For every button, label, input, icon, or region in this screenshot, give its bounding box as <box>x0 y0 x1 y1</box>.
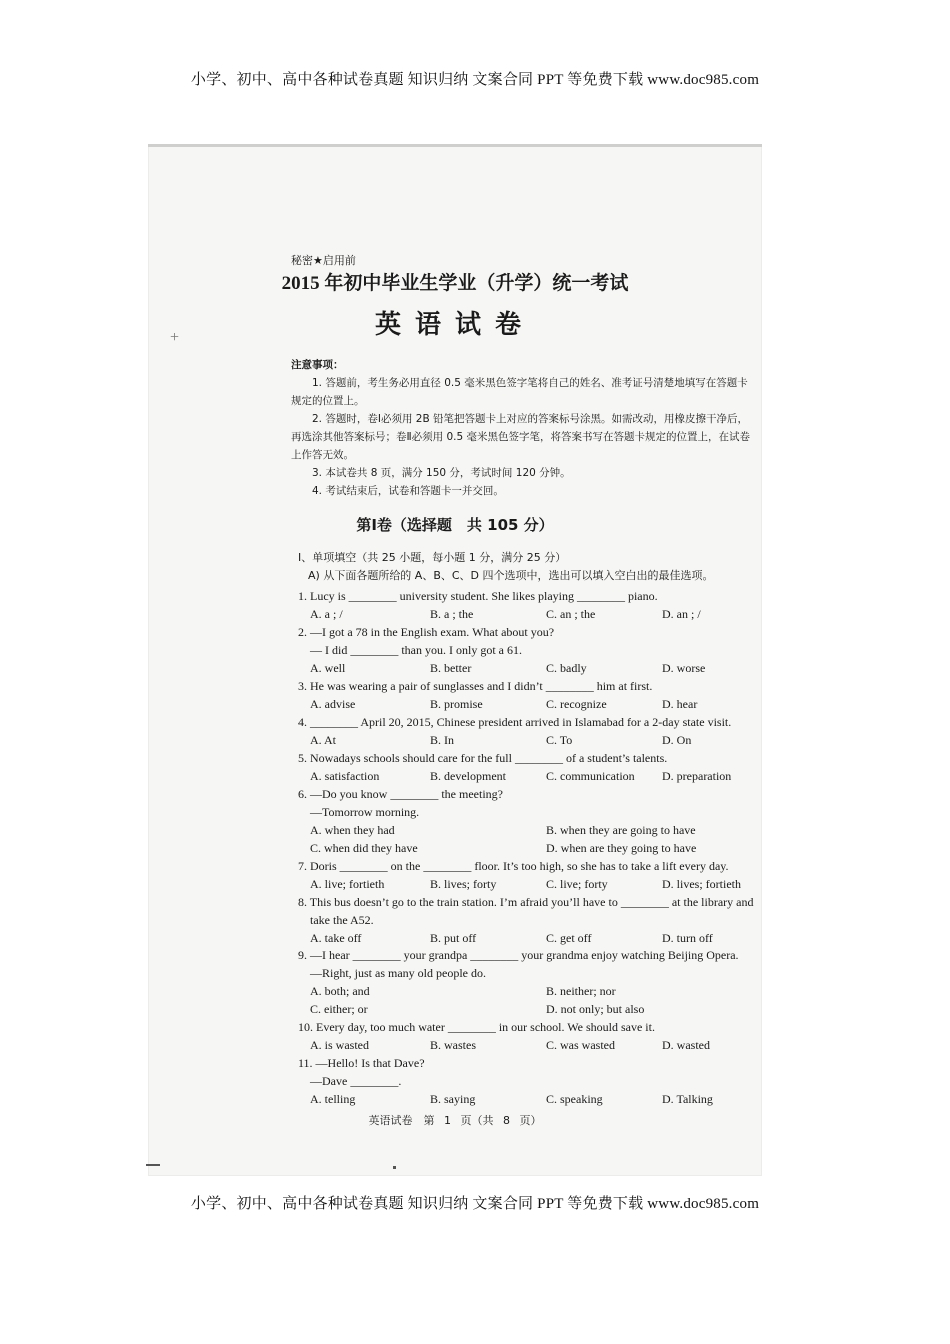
option-c: C. an ; the <box>546 607 596 621</box>
option-c: C. was wasted <box>546 1038 615 1052</box>
footer-banner: 小学、初中、高中各种试卷真题 知识归纳 文案合同 PPT 等免费下载 www.doc985.com <box>190 1196 760 1212</box>
option-a: A. advise <box>310 697 356 711</box>
option-b: B. lives; forty <box>430 877 497 891</box>
option-a: A. satisfaction <box>310 769 380 783</box>
question-5 <box>298 749 758 785</box>
option-c: C. recognize <box>546 697 607 711</box>
question-line: —Tomorrow morning. <box>310 805 420 819</box>
option-a: A. a ; / <box>310 607 343 621</box>
instruction-item: 1. 答题前，考生务必用直径 0.5 毫米黑色签字笔将自己的姓名、准考证号清楚地填写在答题卡规定的位置上。 <box>291 377 748 407</box>
question-stem: 6. —Do you know ________ the meeting? <box>298 787 503 801</box>
option-d: D. lives; fortieth <box>662 877 741 891</box>
instruction-item: 3. 本试卷共 8 页，满分 150 分，考试时间 120 分钟。 <box>312 467 571 479</box>
option-b: B. better <box>430 661 472 675</box>
option-d: D. when are they going to have <box>546 841 697 855</box>
option-a: A. telling <box>310 1092 356 1106</box>
question-8 <box>298 893 758 947</box>
question-line: take the A52. <box>310 913 374 927</box>
option-b: B. In <box>430 733 454 747</box>
option-c: C. either; or <box>310 1002 368 1016</box>
option-d: D. hear <box>662 697 698 711</box>
question-line: —Dave ________. <box>310 1074 402 1088</box>
question-stem: 2. —I got a 78 in the English exam. What about you? <box>298 625 555 639</box>
option-b: B. development <box>430 769 506 783</box>
option-c: C. get off <box>546 931 592 945</box>
question-stem: 9. —I hear ________ your grandpa ________ your grandma enjoy watching Beijing Opera. <box>298 948 739 962</box>
option-b: B. when they are going to have <box>546 823 696 837</box>
option-b: B. wastes <box>430 1038 476 1052</box>
option-a: A. well <box>310 661 346 675</box>
option-d: D. turn off <box>662 931 713 945</box>
instructions-block <box>291 356 753 500</box>
option-d: D. worse <box>662 661 706 675</box>
confidential-label: 秘密★启用前 <box>291 254 356 267</box>
question-stem: 5. Nowadays schools should care for the full ________ of a student’s talents. <box>298 751 668 765</box>
instruction-item: 2. 答题时，卷Ⅰ必须用 2B 铅笔把答题卡上对应的答案标号涂黑。如需改动，用橡皮擦干净后，再选涂其他答案标号；卷Ⅱ必须用 0.5 毫米黑色签字笔，将答案书写在答题卡规定的位置上，在试卷上作答无效。 <box>291 413 751 461</box>
page-footer: 英语试卷 第 1 页（共 8 页） <box>368 1114 542 1127</box>
option-a: A. live; fortieth <box>310 877 385 891</box>
section-instruction: A) 从下面各题所给的 A、B、C、D 四个选项中，选出可以填入空白出的最佳选项。 <box>308 569 714 582</box>
question-stem: 4. ________ April 20, 2015, Chinese president arrived in Islamabad for a 2-day state visit. <box>298 715 732 729</box>
question-2 <box>298 623 758 677</box>
question-line: — I did ________ than you. I only got a 61. <box>310 643 522 657</box>
part-title: 第Ⅰ卷（选择题 共 105 分） <box>356 516 554 534</box>
option-a: A. is wasted <box>310 1038 369 1052</box>
option-a: A. when they had <box>310 823 395 837</box>
exam-title: 2015 年初中毕业生学业（升学）统一考试 <box>281 273 629 294</box>
question-stem: 3. He was wearing a pair of sunglasses and I didn’t ________ him at first. <box>298 679 653 693</box>
question-4 <box>298 713 758 749</box>
instructions-heading: 注意事项： <box>291 359 344 371</box>
instruction-item: 4. 考试结束后，试卷和答题卡一并交回。 <box>312 485 504 497</box>
question-stem: 7. Doris ________ on the ________ floor. It’s too high, so she has to take a lift every day. <box>298 859 729 873</box>
header-banner: 小学、初中、高中各种试卷真题 知识归纳 文案合同 PPT 等免费下载 www.doc985.com <box>190 72 760 88</box>
question-stem: 8. This bus doesn’t go to the train station. I’m afraid you’ll have to ________ at the library and <box>298 895 754 909</box>
question-stem: 10. Every day, too much water ________ in our school. We should save it. <box>298 1020 655 1034</box>
registration-mark-icon: + <box>170 329 180 346</box>
question-10 <box>298 1018 758 1054</box>
option-c: C. speaking <box>546 1092 603 1106</box>
question-line: —Right, just as many old people do. <box>310 966 486 980</box>
option-c: C. live; forty <box>546 877 608 891</box>
question-11 <box>298 1054 758 1108</box>
option-d: D. preparation <box>662 769 732 783</box>
option-c: C. To <box>546 733 573 747</box>
option-d: D. an ; / <box>662 607 701 621</box>
paper-title: 英语试卷 <box>374 310 535 339</box>
option-b: B. a ; the <box>430 607 474 621</box>
question-3 <box>298 677 758 713</box>
option-a: A. At <box>310 733 337 747</box>
option-a: A. both; and <box>310 984 370 998</box>
option-b: B. neither; nor <box>546 984 616 998</box>
question-stem: 1. Lucy is ________ university student. She likes playing ________ piano. <box>298 589 658 603</box>
option-c: C. communication <box>546 769 635 783</box>
option-b: B. put off <box>430 931 477 945</box>
option-a: A. take off <box>310 931 362 945</box>
option-c: C. badly <box>546 661 587 675</box>
option-b: B. saying <box>430 1092 476 1106</box>
question-1 <box>298 587 758 623</box>
section-title: Ⅰ、单项填空（共 25 小题，每小题 1 分，满分 25 分） <box>298 551 567 564</box>
option-b: B. promise <box>430 697 483 711</box>
option-c: C. when did they have <box>310 841 418 855</box>
option-d: D. On <box>662 733 692 747</box>
scanned-exam-page <box>148 144 762 1176</box>
option-d: D. wasted <box>662 1038 710 1052</box>
option-d: D. not only; but also <box>546 1002 645 1016</box>
question-9 <box>298 946 758 1018</box>
option-d: D. Talking <box>662 1092 713 1106</box>
question-6 <box>298 785 758 857</box>
question-7 <box>298 857 758 893</box>
question-stem: 11. —Hello! Is that Dave? <box>298 1056 425 1070</box>
